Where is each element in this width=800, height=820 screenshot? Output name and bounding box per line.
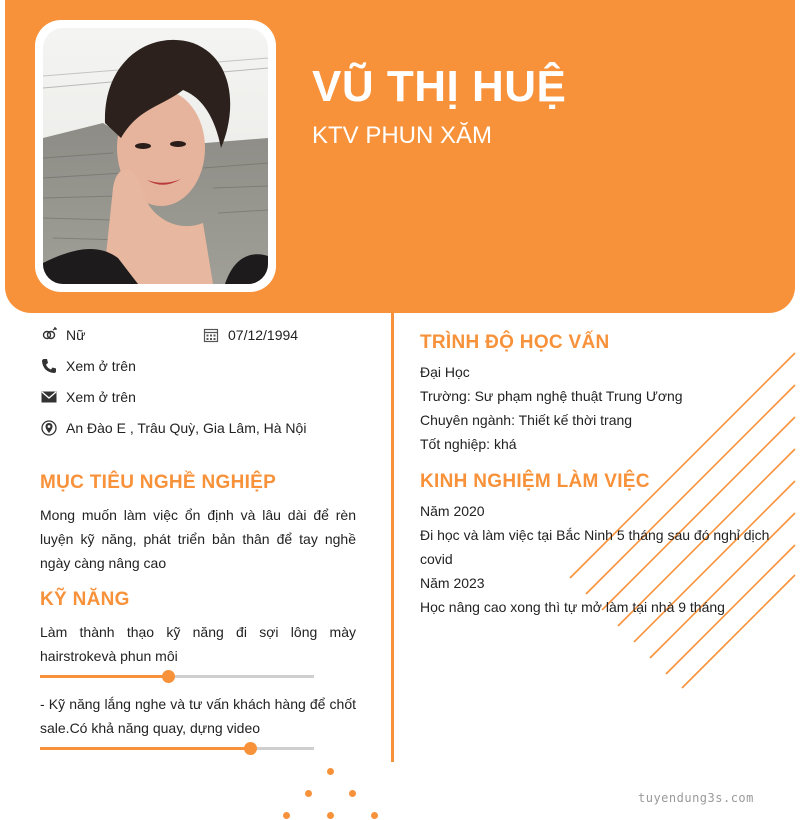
experience-heading: KINH NGHIỆM LÀM VIỆC: [420, 471, 650, 492]
dot: [327, 768, 334, 775]
phone-value: Xem ở trên: [66, 358, 136, 374]
education-school: Trường: Sư phạm nghệ thuật Trung Ương: [420, 388, 683, 404]
birthdate-value: 07/12/1994: [228, 327, 299, 343]
watermark: tuyendung3s.com: [638, 791, 754, 805]
dot: [327, 812, 334, 819]
experience-desc-1: Đi học và làm việc tại Bắc Ninh 5 tháng sau đó nghỉ dịch covid: [420, 527, 770, 567]
email-icon: [40, 388, 58, 406]
gender-row: [40, 326, 85, 344]
experience-year-1: Năm 2020: [420, 503, 485, 519]
dot: [305, 790, 312, 797]
email-row: [40, 388, 136, 406]
objective-heading: MỤC TIÊU NGHỀ NGHIỆP: [40, 472, 277, 493]
skill-level-knob-2: [244, 742, 257, 755]
phone-icon: [40, 357, 58, 375]
location-icon: [40, 419, 58, 437]
calendar-icon: [202, 326, 220, 344]
birthdate-row: [202, 326, 298, 344]
dot: [349, 790, 356, 797]
skill-level-bar-2: [40, 747, 314, 750]
education-degree: Đại Học: [420, 364, 470, 380]
education-grade: Tốt nghiệp: khá: [420, 436, 517, 452]
skill-level-knob-1: [162, 670, 175, 683]
profile-photo: [43, 28, 268, 284]
education-major: Chuyên ngành: Thiết kế thời trang: [420, 412, 633, 428]
gender-icon: [40, 326, 58, 344]
dot: [283, 812, 290, 819]
job-title: KTV PHUN XĂM: [312, 122, 493, 149]
phone-row: [40, 357, 136, 375]
skills-heading: KỸ NĂNG: [40, 589, 130, 610]
candidate-name: VŨ THỊ HUỆ: [312, 62, 567, 111]
column-divider: [391, 313, 394, 762]
experience-year-2: Năm 2023: [420, 575, 485, 591]
experience-desc-2: Học nâng cao xong thì tự mở làm tại nhà 9 tháng: [420, 599, 725, 615]
skill-level-bar-1: [40, 675, 314, 678]
skill-level-fill-2: [40, 747, 251, 750]
gender-value: Nữ: [66, 327, 86, 343]
dot: [371, 812, 378, 819]
objective-text: Mong muốn làm việc ổn định và lâu dài để rèn luyện kỹ năng, phát triển bản thân để tay nghề ngày càng nâng cao: [40, 507, 356, 571]
skill-text-2: - Kỹ năng lắng nghe và tư vấn khách hàng để chốt sale.Có khả năng quay, dựng video: [40, 696, 356, 736]
address-row: [40, 419, 306, 437]
skill-level-fill-1: [40, 675, 169, 678]
skill-text-1: Làm thành thạo kỹ năng đi sợi lông mày hairstrokevà phun môi: [40, 624, 356, 664]
address-value: An Đào E , Trâu Quỳ, Gia Lâm, Hà Nội: [66, 420, 307, 436]
email-value: Xem ở trên: [66, 389, 136, 405]
education-heading: TRÌNH ĐỘ HỌC VẤN: [420, 332, 610, 353]
